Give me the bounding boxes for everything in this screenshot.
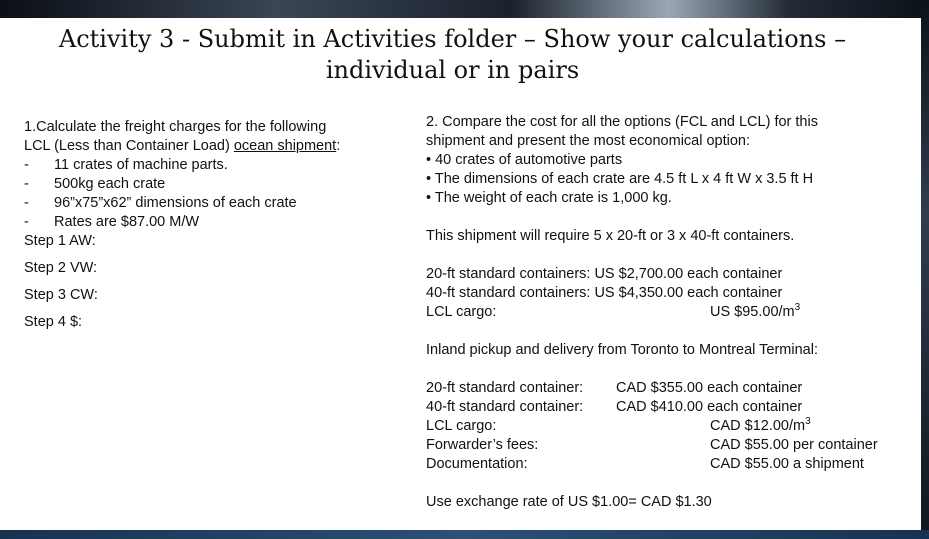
step-2: Step 2 VW: xyxy=(24,260,98,276)
ocean-rate: 40-ft standard containers: US $4,350.00 each container xyxy=(426,285,783,301)
q2-line-2: shipment and present the most economical option: xyxy=(426,133,751,149)
q1-bullet xyxy=(24,156,404,175)
lcl-label: LCL cargo: xyxy=(426,304,497,320)
inland-label: 40-ft standard container: xyxy=(426,399,584,415)
q1-intro-line-1: 1.Calculate the freight charges for the following xyxy=(24,119,327,135)
inland-rate xyxy=(426,398,916,417)
inland-lcl-value: CAD $12.00/m xyxy=(710,418,806,434)
question-2 xyxy=(426,113,916,512)
inland-lcl-rate xyxy=(426,417,916,436)
q1-bullet xyxy=(24,213,404,232)
inland-lcl-superscript: 3 xyxy=(805,416,811,428)
title-line-1: Activity 3 - Submit in Activities folder – Show your calculations – xyxy=(58,25,847,53)
dash-mark: - xyxy=(24,157,29,173)
q2-bullet: • The weight of each crate is 1,000 kg. xyxy=(426,190,672,206)
inland-value: CAD $355.00 each container xyxy=(616,380,803,396)
inland-heading: Inland pickup and delivery from Toronto to Montreal Terminal: xyxy=(426,342,818,358)
fee-label: Forwarder’s fees: xyxy=(426,437,539,453)
exchange-rate: Use exchange rate of US $1.00= CAD $1.30 xyxy=(426,494,712,510)
q2-bullet: • The dimensions of each crate are 4.5 ft L x 4 ft W x 3.5 ft H xyxy=(426,171,814,187)
q1-intro-underlined: ocean shipment xyxy=(233,138,337,154)
requirement-text: This shipment will require 5 x 20-ft or 3 x 40-ft containers. xyxy=(426,228,795,244)
dash-mark: - xyxy=(24,176,29,192)
slide xyxy=(0,18,921,530)
inland-value: CAD $410.00 each container xyxy=(616,399,803,415)
inland-rate xyxy=(426,379,916,398)
lcl-superscript: 3 xyxy=(794,302,801,314)
q1-bullet xyxy=(24,194,404,213)
q1-bullet-text: 11 crates of machine parts. xyxy=(54,157,228,173)
q1-intro-text: LCL (Less than Container Load) xyxy=(24,138,234,154)
inland-label: 20-ft standard container: xyxy=(426,380,584,396)
dash-mark: - xyxy=(24,195,29,211)
decorative-banner xyxy=(0,0,929,18)
ocean-rate: 20-ft standard containers: US $2,700.00 each container xyxy=(426,266,783,282)
q1-bullet-text: 96”x75”x62” dimensions of each crate xyxy=(54,195,297,211)
q1-intro-colon: : xyxy=(336,138,341,154)
question-1 xyxy=(24,118,404,340)
decorative-edge xyxy=(921,0,929,530)
inland-lcl-label: LCL cargo: xyxy=(426,418,497,434)
fee-row xyxy=(426,436,916,455)
fee-row xyxy=(426,455,916,474)
lcl-rate xyxy=(426,303,916,322)
decorative-bottom-strip xyxy=(0,530,929,539)
q1-bullet-text: Rates are $87.00 M/W xyxy=(54,214,200,230)
q1-bullet xyxy=(24,175,404,194)
q2-line-1: 2. Compare the cost for all the options (FCL and LCL) for this xyxy=(426,114,818,130)
lcl-value: US $95.00/m xyxy=(710,304,795,320)
q1-bullet-text: 500kg each crate xyxy=(54,176,166,192)
fee-value: CAD $55.00 a shipment xyxy=(710,456,864,472)
dash-mark: - xyxy=(24,214,29,230)
title-line-2: individual or in pairs xyxy=(325,56,580,84)
step-4: Step 4 $: xyxy=(24,314,83,330)
fee-value: CAD $55.00 per container xyxy=(710,437,878,453)
step-1: Step 1 AW: xyxy=(24,233,96,249)
q2-bullet: • 40 crates of automotive parts xyxy=(426,152,623,168)
q1-intro-line-2 xyxy=(24,137,404,156)
fee-label: Documentation: xyxy=(426,456,528,472)
page-title xyxy=(0,24,905,86)
step-3: Step 3 CW: xyxy=(24,287,98,303)
